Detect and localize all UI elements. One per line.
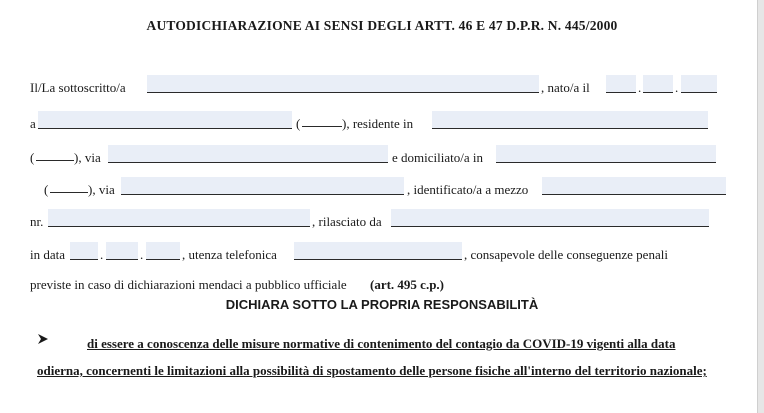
- label-residente: ), residente in: [342, 116, 414, 131]
- field-id-document[interactable]: [542, 177, 726, 195]
- date-dot: .: [100, 247, 104, 262]
- field-domicile-street[interactable]: [121, 177, 404, 195]
- field-full-name[interactable]: [147, 75, 539, 93]
- label-in-data: in data: [30, 247, 66, 262]
- document-title: AUTODICHIARAZIONE AI SENSI DEGLI ARTT. 46 E 47 D.P.R. N. 445/2000: [146, 18, 618, 33]
- label-nr: nr.: [30, 214, 44, 229]
- declaration-text: di essere a conoscenza delle misure normative di contenimento del contagio da COVID-19 vigenti alla data odierna, concernenti le limitazioni alla possibilità di spostamento delle persone fisiche all'interno del territorio nazionale;: [37, 336, 707, 378]
- field-birth-province[interactable]: [302, 114, 342, 127]
- paren-open: (: [30, 150, 35, 165]
- label-domiciliato: e domiciliato/a in: [392, 150, 483, 165]
- label-art-495: (art. 495 c.p.): [370, 277, 445, 292]
- field-birth-place[interactable]: [38, 111, 292, 129]
- field-residence-province[interactable]: [36, 148, 74, 161]
- field-document-number[interactable]: [48, 209, 310, 227]
- label-nato: , nato/a il: [541, 80, 590, 95]
- label-utenza: , utenza telefonica: [182, 247, 277, 262]
- field-birth-year[interactable]: [681, 75, 717, 93]
- field-issue-day[interactable]: [70, 242, 98, 260]
- label-a: a: [30, 116, 36, 131]
- label-via: ), via: [88, 182, 115, 197]
- page-edge: [757, 0, 764, 413]
- label-sottoscritto: Il/La sottoscritto/a: [30, 80, 126, 95]
- label-consapevole: , consapevole delle conseguenze penali: [464, 247, 668, 262]
- paren-open: (: [296, 116, 301, 131]
- paren-open: (: [44, 182, 49, 197]
- date-dot: .: [675, 80, 679, 95]
- label-via: ), via: [74, 150, 101, 165]
- field-issued-by[interactable]: [391, 209, 709, 227]
- field-domicile-province[interactable]: [50, 180, 88, 193]
- label-previste: previste in caso di dichiarazioni mendaci a pubblico ufficiale: [30, 277, 347, 292]
- field-residence-city[interactable]: [432, 111, 708, 129]
- field-birth-month[interactable]: [643, 75, 673, 93]
- field-residence-street[interactable]: [108, 145, 388, 163]
- label-rilasciato: , rilasciato da: [312, 214, 382, 229]
- section-heading: DICHIARA SOTTO LA PROPRIA RESPONSABILITÀ: [225, 297, 539, 312]
- field-phone[interactable]: [294, 242, 462, 260]
- label-identificato: , identificato/a a mezzo: [407, 182, 529, 197]
- field-issue-month[interactable]: [106, 242, 138, 260]
- date-dot: .: [638, 80, 642, 95]
- field-issue-year[interactable]: [146, 242, 180, 260]
- field-birth-day[interactable]: [606, 75, 636, 93]
- date-dot: .: [140, 247, 144, 262]
- field-domicile-city[interactable]: [496, 145, 716, 163]
